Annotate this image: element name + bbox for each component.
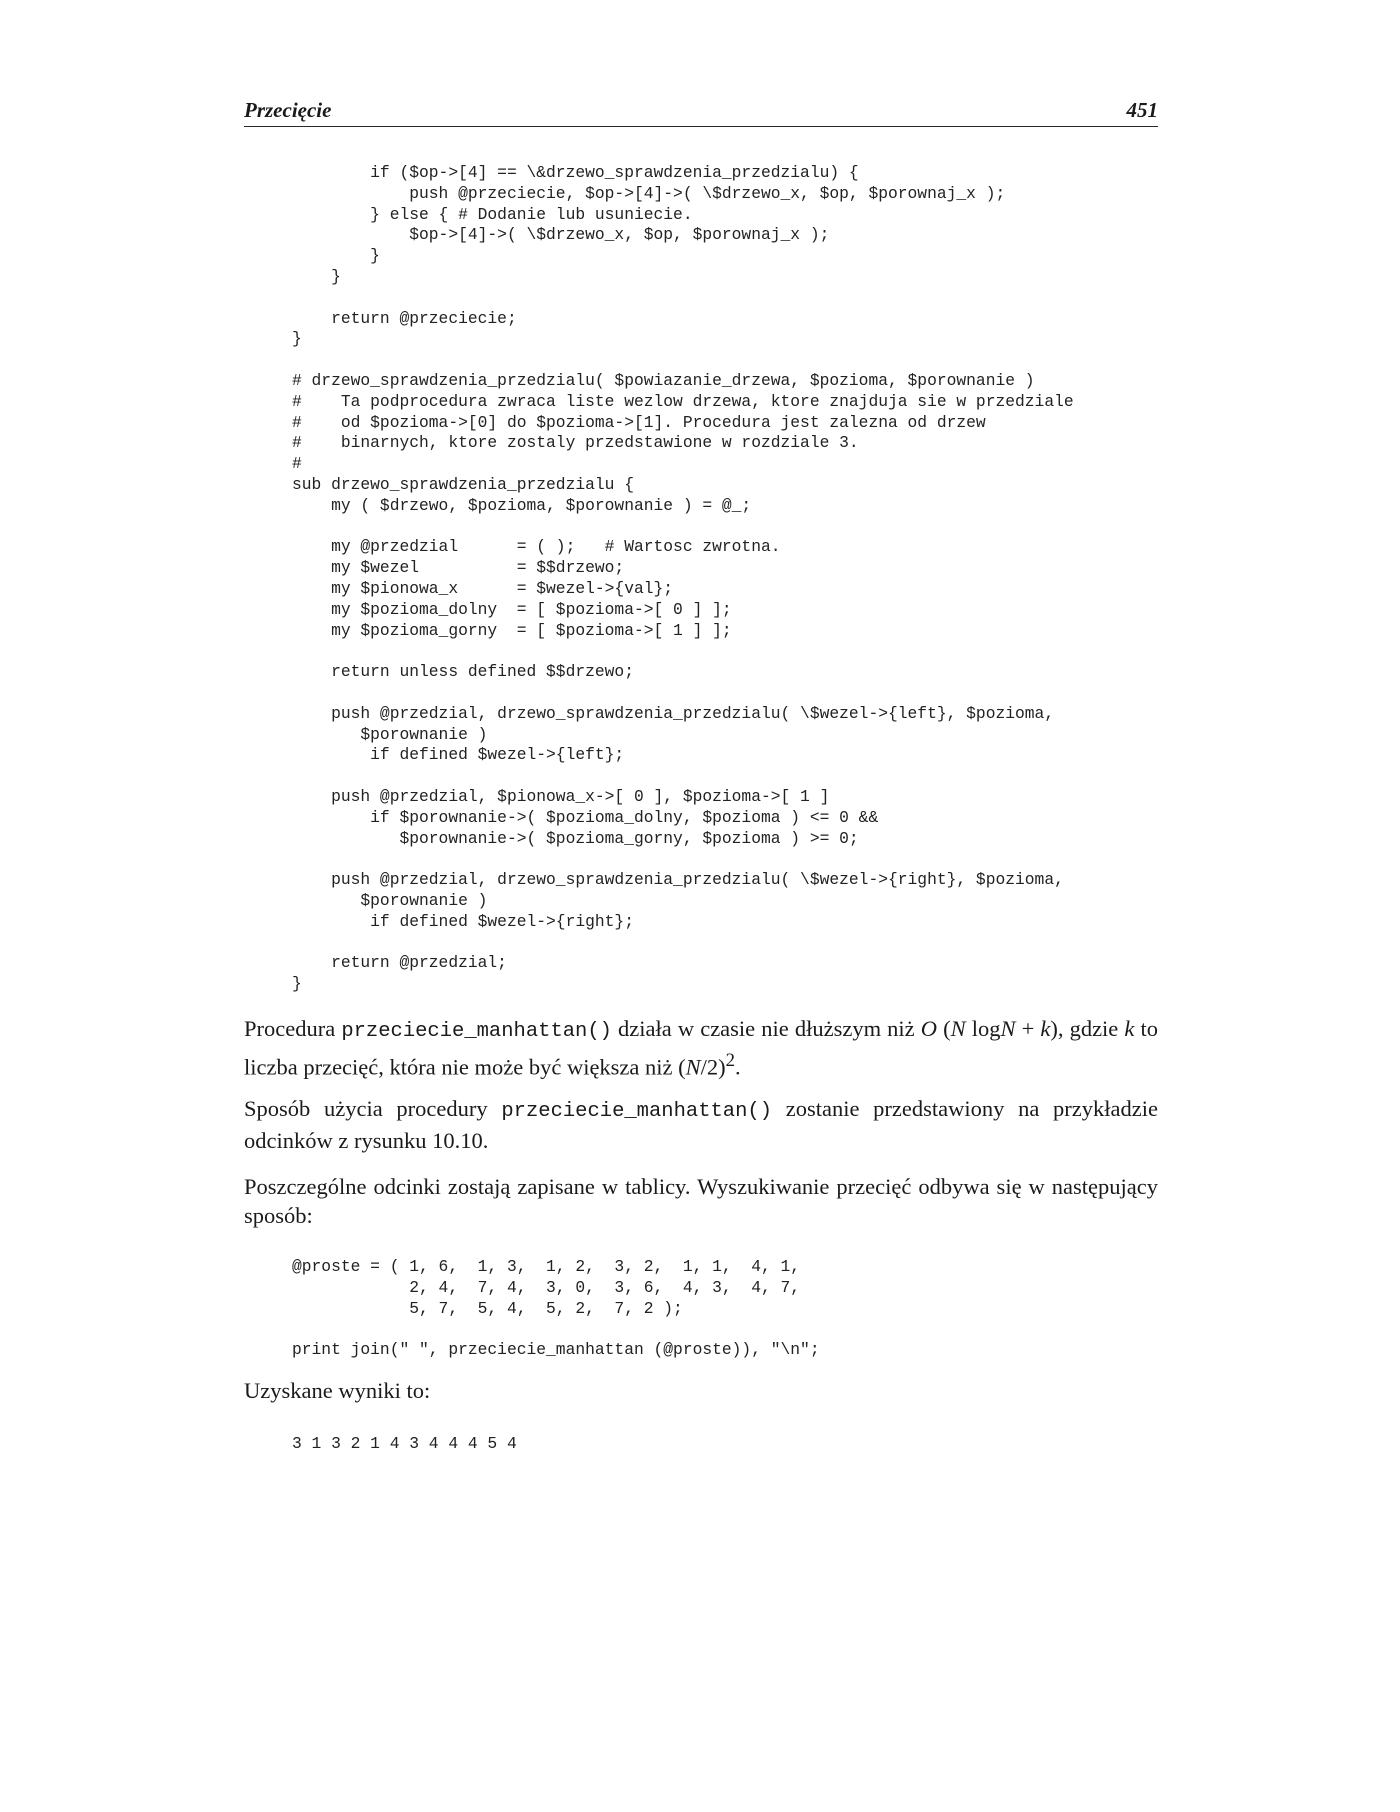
code-output: 3 1 3 2 1 4 3 4 4 4 5 4 [292, 1434, 517, 1453]
text: Procedura [244, 1016, 342, 1041]
text: log [965, 1016, 1001, 1041]
text: to liczba przecięć, która nie może być większa niż ( [244, 1016, 1158, 1080]
text: działa w czasie nie dłuższym niż [611, 1016, 921, 1041]
running-title: Przecięcie [244, 98, 332, 122]
math-var: N [1000, 1016, 1016, 1041]
code-listing-main: if ($op->[4] == \&drzewo_sprawdzenia_przedzialu) { push @przeciecie, $op->[4]->( \$drzewo_x, $op, $porownaj_x ); } else { # Dodanie lub usuniecie. $op->[4]->( \$drzewo_x, $op, $porownaj_x ); } } return @przeciecie; } # drzewo_sprawdzenia_przedzialu( $powiazanie_drzewa, $pozioma, $porownanie ) # Ta podprocedura zwraca liste wezlow drzewa, ktore znajduja sie w przedziale # od $pozioma->[0] do $pozioma->[1]. Procedura jest zalezna od drzew # binarnych, ktore zostaly przedstawione w rozdziale 3. # sub drzewo_sprawdzenia_przedzialu { my ( $drzewo, $pozioma, $porownanie ) = @_; my @przedzial = ( ); # Wartosc zwrotna. my $wezel = $$drzewo; my $pionowa_x = $wezel->{val}; my $pozioma_dolny = [ $pozioma->[ 0 ] ]; my $pozioma_gorny = [ $pozioma->[ 1 ] ]; return unless defined $$drzewo; push @przedzial, drzewo_sprawdzenia_przedzialu( \$wezel->{left}, $pozioma, $porownanie ) if defined $wezel->{left}; push @przedzial, $pionowa_x->[ 0 ], $pozioma->[ 1 ] if $porownanie->( $pozioma_dolny, $pozioma ) <= 0 && $porownanie->( $pozioma_gorny, $pozioma ) >= 0; push @przedzial, drzewo_sprawdzenia_przedzialu( \$wezel->{right}, $pozioma, $porownanie ) if defined $wezel->{right}; return @przedzial; } [292, 163, 1074, 994]
inline-code: przeciecie_manhattan() [501, 1100, 773, 1123]
text: ), gdzie [1050, 1016, 1125, 1041]
text: . [735, 1054, 741, 1080]
page-header [244, 98, 1158, 127]
math-var: O [920, 1016, 937, 1041]
math-var: N [685, 1054, 701, 1080]
superscript: 2 [725, 1050, 736, 1071]
text: zostanie przedstawiony na przykładzie odcinków z rysunku 10.10. [244, 1096, 1158, 1153]
paragraph-results: Uzyskane wyniki to: [244, 1378, 431, 1403]
text: Sposób użycia procedury [244, 1096, 502, 1121]
paragraph-complexity [244, 1014, 1158, 1082]
paragraph-segments: Poszczególne odcinki zostają zapisane w tablicy. Wyszukiwanie przecięć odbywa się w następujący sposób: [244, 1174, 1158, 1228]
text: ( [937, 1016, 951, 1041]
math-var: k [1040, 1016, 1051, 1041]
text: + [1015, 1016, 1041, 1041]
code-listing-example: @proste = ( 1, 6, 1, 3, 1, 2, 3, 2, 1, 1, 4, 1, 2, 4, 7, 4, 3, 0, 3, 6, 4, 3, 4, 7, 5, 7, 5, 4, 5, 2, 7, 2 ); print join(" ", przeciecie_manhattan (@proste)), "\n"; [292, 1257, 820, 1360]
page-number: 451 [1126, 98, 1158, 122]
math-var: k [1124, 1016, 1135, 1041]
paragraph-usage [244, 1094, 1158, 1155]
inline-code: przeciecie_manhattan() [341, 1020, 612, 1043]
math-var: N [950, 1016, 966, 1041]
text: /2) [700, 1054, 726, 1080]
